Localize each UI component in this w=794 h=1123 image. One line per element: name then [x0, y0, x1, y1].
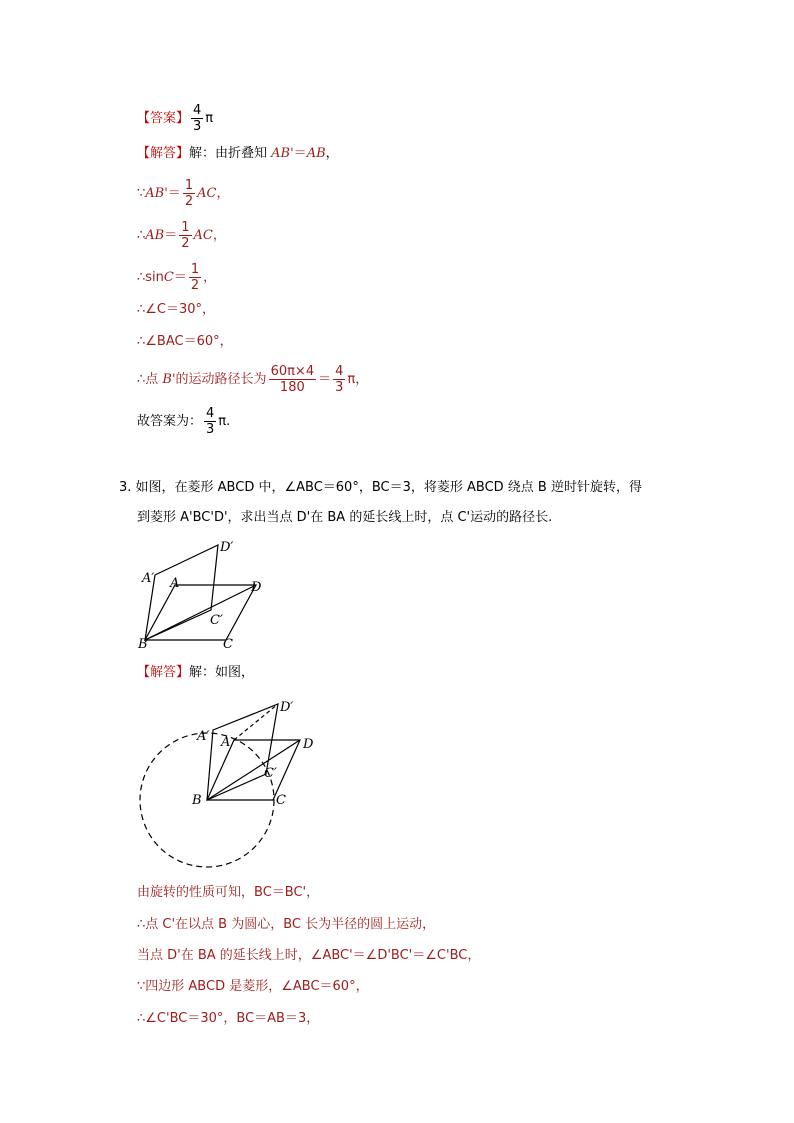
arc-fraction: $\frac{60\pi\times 4}{180}$	[270, 364, 315, 395]
therefore-ab-line: ∴AB＝ $\frac{1}{2}$ AC，	[137, 220, 226, 251]
angle-c-line: ∴∠C＝30°，	[137, 302, 216, 317]
problem-3-line-1: 3. 如图，在菱形 ABCD 中，∠ABC＝60°，BC＝3，将菱形 ABCD 绕点 B 逆时针旋转，得	[119, 480, 642, 495]
result-fraction: $\frac{4}{3}$	[335, 364, 344, 395]
label-b: B	[138, 637, 148, 652]
solution-3-label: 【解答】	[137, 665, 190, 680]
half-fraction: $\frac{1}{2}$	[184, 178, 194, 209]
label-c: C	[276, 793, 286, 808]
label-a-prime: A′	[142, 571, 155, 586]
rhombus-figure-1	[130, 535, 290, 655]
label-c-prime: C′	[264, 766, 277, 781]
final-answer-line: 故答案为： $\frac{4}{3}$ π.	[137, 406, 231, 437]
answer-fraction: $\frac{4}{3}$	[193, 103, 202, 134]
solution-3-line-4: ∵四边形 ABCD 是菱形，∠ABC＝60°，	[137, 979, 369, 994]
angle-bac-line: ∴∠BAC＝60°，	[137, 334, 233, 349]
half-fraction: $\frac{1}{2}$	[181, 220, 190, 251]
label-d-prime: D′	[220, 540, 234, 555]
solution-3-line-3: 当点 D'在 BA 的延长线上时，∠ABC'＝∠D'BC'＝∠C'BC，	[137, 948, 481, 963]
solution-3-line-5: ∴∠C'BC＝30°，BC＝AB＝3，	[137, 1011, 320, 1026]
label-d-prime: D′	[280, 700, 294, 715]
rhombus-abcd-rotated	[207, 704, 278, 800]
label-c-prime: C′	[210, 613, 223, 628]
solution-label: 【解答】	[137, 146, 190, 161]
answer-label: 【答案】	[137, 111, 190, 126]
rhombus-figure-2	[135, 692, 325, 872]
since-line: ∵AB'＝ $\frac{1}{2}$ AC，	[137, 178, 230, 209]
label-a-prime: A′	[197, 729, 210, 744]
label-b: B	[192, 793, 202, 808]
solution-intro-line: 【解答】解：由折叠知 AB'＝AB，	[137, 146, 339, 161]
answer-line: 【答案】 $\frac{4}{3}$ π	[137, 103, 214, 134]
problem-3-line-2: 到菱形 A'BC'D'，求出当点 D'在 BA 的延长线上时，点 C'运动的路径长.	[137, 510, 553, 525]
label-d: D	[303, 737, 314, 752]
solution-3-line-1: 由旋转的性质可知，BC＝BC'，	[137, 885, 320, 900]
final-fraction: $\frac{4}{3}$	[206, 406, 215, 437]
extension-ba	[234, 704, 278, 740]
rhombus-abcd-rotated	[145, 545, 218, 640]
solution-3-intro: 【解答】解：如图，	[137, 665, 255, 680]
half-fraction: $\frac{1}{2}$	[190, 262, 200, 293]
sin-line: ∴sinC＝ $\frac{1}{2}$ ，	[137, 262, 217, 293]
label-a: A	[221, 735, 231, 750]
label-a: A	[170, 576, 180, 591]
path-length-line: ∴点 B'的运动路径长为 $\frac{60\pi\times 4}{180}$ ＝ $\frac{4}{3}$ π，	[137, 364, 369, 395]
label-c: C	[223, 637, 233, 652]
label-d: D	[251, 580, 262, 595]
solution-3-line-2: ∴点 C'在以点 B 为圆心，BC 长为半径的圆上运动，	[137, 917, 436, 932]
diagonal-bd	[145, 585, 256, 640]
